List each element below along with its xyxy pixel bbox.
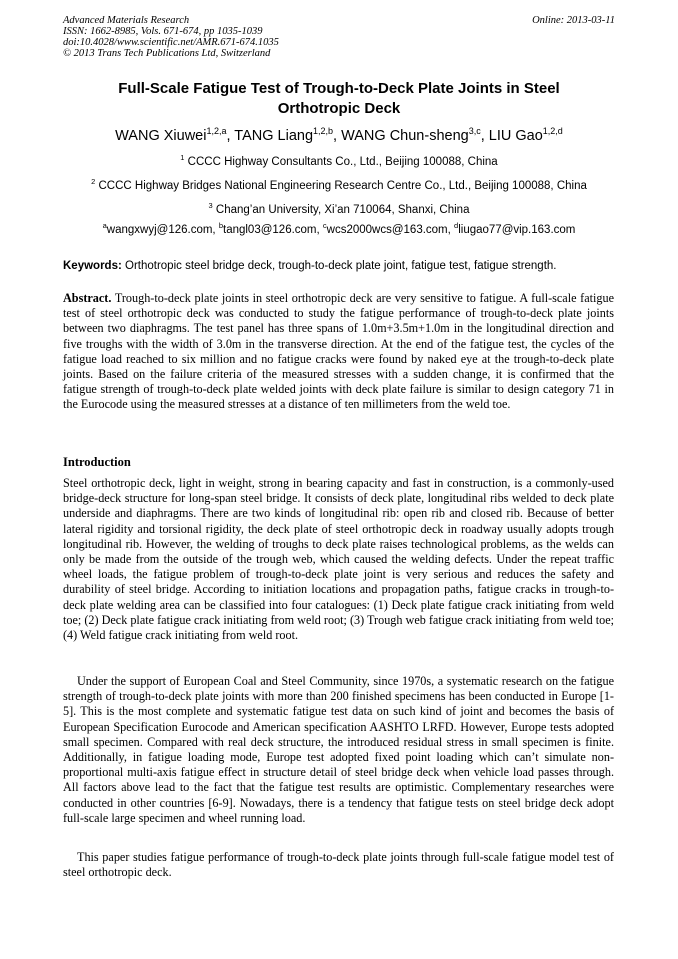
author: TANG Liang$^{1,2,b}$, [234, 126, 342, 144]
journal-header [63, 15, 623, 59]
keywords-label: Keywords: [63, 260, 122, 272]
email-link[interactable]: tangl03@126.com, [223, 224, 323, 236]
paper-title [63, 79, 615, 119]
email-link[interactable]: liugao77@vip.163.com [458, 224, 576, 236]
author-emails: $^a$wangxwyj@126.com, $^b$tangl03@126.com, $^c$wcs2000wcs@163.com, $^d$liugao77@vip.163.com [102, 221, 576, 236]
paper-title-line-1: Full-Scale Fatigue Test of Trough-to-Deck Plate Joints in Steel [118, 80, 560, 97]
abstract-text: Trough-to-deck plate joints in steel orthotropic deck are very sensitive to fatigue. A full-scale fatigue test of steel orthotropic deck was conducted to study the fatigue performance of trough-to-deck plate joints between two diaphragms. The test panel has three spans of 1.0m+3.5m+1.0m in the longitudinal direction and five troughs with the width of 3.0m in the transverse direction. At the end of the fatigue test, the cycles of the fatigue load reached to six million and no fatigue cracks were found by naked eye at the trough-to-deck plate joints. Based on the failure criteria of the measured stresses with a sudden change, it is confirmed that the fatigue strength of trough-to-deck plate welded joints with deck plate failure is similar to design category 71 in the Eurocode using the measured stresses at a distance of ten millimeters from the weld toe. [63, 291, 614, 412]
affiliation-2: $^2$ CCCC Highway Bridges National Engineering Research Centre Co., Ltd., Beijing 100088, China [91, 177, 587, 192]
paper-title-line-2: Orthotropic Deck [277, 100, 401, 117]
email-link[interactable]: wangxwyj@126.com, [106, 224, 219, 236]
author: WANG Xiuwei$^{1,2,a}$, [115, 126, 235, 144]
doi-line[interactable]: doi:10.4028/www.scientific.net/AMR.671-674.1035 [63, 37, 279, 48]
abstract-label: Abstract. [63, 291, 112, 305]
author: LIU Gao$^{1,2,d}$ [488, 126, 563, 144]
intro-paragraph-2: Under the support of European Coal and Steel Community, since 1970s, a systematic research on the fatigue strength of trough-to-deck plate joints with more than 200 finished specimens has been conducted in Europe [1-5]. This is the most complete and systematic fatigue test data on such kind of joint and becomes the basis of European Specification Eurocode and American specification AASHTO LRFD. However, Europe tests adopted small specimen. Compared with real deck structure, the introduced residual stress in small specimen is finite. Additionally, in fatigue loading mode, Europe test adopted fixed point loading which can’t simulate non-proportional multi-axis fatigue effect in structure detail of steel bridge deck when vehicle load passes through. All factors above lead to the fact that the fatigue test results are optimistic. Complementary researches were conducted in other countries [6-9]. Nowadays, there is a tendency that fatigue tests on steel bridge deck adopt full-scale large specimen and wheel running load. [63, 674, 614, 825]
affiliation-3: $^3$ Chang’an University, Xi’an 710064, Shanxi, China [208, 201, 470, 216]
journal-name: Advanced Materials Research [63, 15, 190, 26]
affiliation-1: $^1$ CCCC Highway Consultants Co., Ltd., Beijing 100088, China [180, 153, 498, 168]
author-list [30, 127, 648, 145]
introduction-heading: Introduction [63, 455, 131, 469]
keywords [63, 259, 623, 273]
intro-paragraph-1: Steel orthotropic deck, light in weight, strong in bearing capacity and fast in construction, is a commonly-used bridge-deck structure for long-span steel bridge. It consists of deck plate, longitudinal ribs welded to deck plate underside and diaphragms. There are two kinds of longitudinal rib: open rib and closed rib. Because of better lateral rigidity and torsional rigidity, the deck plate of steel orthotropic deck in roadway usually adopts trough longitudinal rib. However, the welding of troughs to deck plate raises technological problems, as the welds can only be made from the outside of the trough web, which caused the welding defects. Under the repeat traffic wheel loads, the fatigue problem of trough-to-deck plate joint is very serious and reduces the safety and durability of steel bridge. According to initiation locations and propagation paths, fatigue cracks in trough-to-deck plate welding area can be classified into four catalogues: (1) Deck plate fatigue crack initiating from weld toe; (2) Deck plate fatigue crack initiating from weld root; (3) Trough web fatigue crack initiating from weld toe; (4) Weld fatigue crack initiating from weld root. [63, 476, 614, 643]
keywords-text: Orthotropic steel bridge deck, trough-to-deck plate joint, fatigue test, fatigue strength. [125, 260, 557, 272]
abstract [63, 291, 614, 413]
author: WANG Chun-sheng$^{3,c}$, [341, 126, 489, 144]
online-date: Online: 2013-03-11 [532, 15, 615, 26]
email-link[interactable]: wcs2000wcs@163.com, [326, 224, 455, 236]
issn-line: ISSN: 1662-8985, Vols. 671-674, pp 1035-1039 [63, 26, 263, 37]
copyright-line: © 2013 Trans Tech Publications Ltd, Switzerland [63, 48, 271, 59]
intro-paragraph-3: This paper studies fatigue performance of trough-to-deck plate joints through full-scale fatigue model test of steel orthotropic deck. [63, 850, 614, 880]
